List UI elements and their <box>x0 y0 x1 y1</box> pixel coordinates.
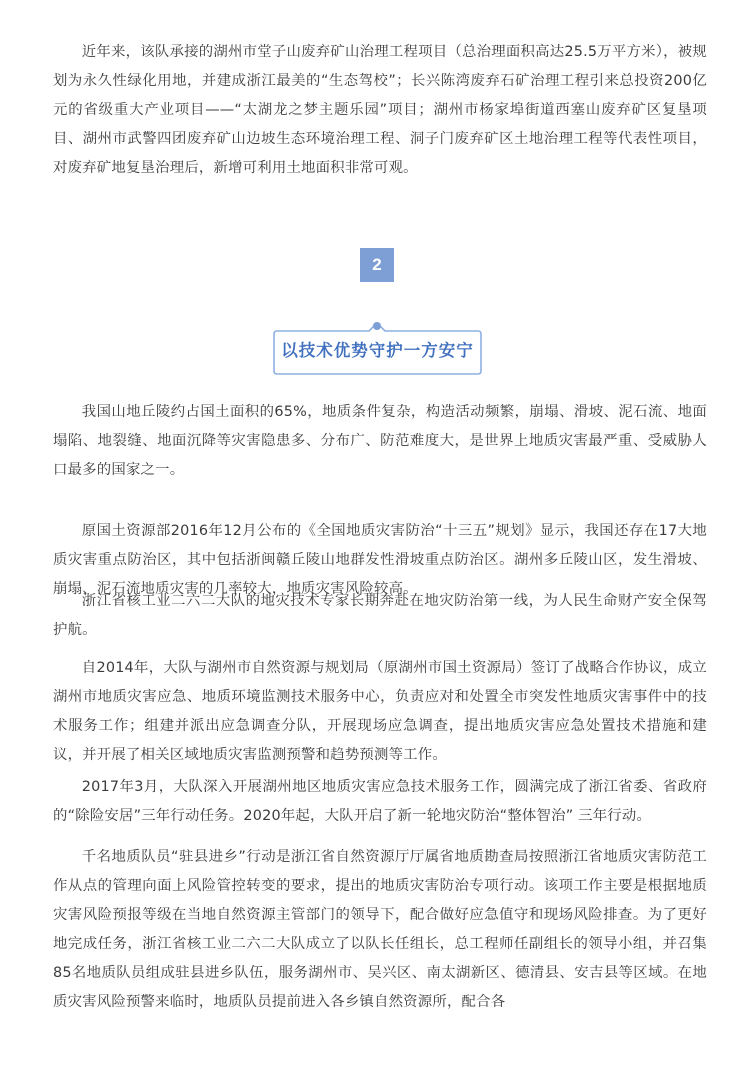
body-paragraph: 2017年3月，大队深入开展湖州地区地质灾害应急技术服务工作，圆满完成了浙江省委、省政府的“除险安居”三年行动任务。2020年起，大队开启了新一轮地灾防治“整体智治” 三年行动。 <box>53 779 707 824</box>
body-paragraph: 自2014年，大队与湖州市自然资源与规划局（原湖州市国土资源局）签订了战略合作协议，成立湖州市地质灾害应急、地质环境监测技术服务中心，负责应对和处置全市突发性地质灾害事件中的技术服务工作；组建并派出应急调查分队，开展现场应急调查，提出地质灾害应急处置技术措施和建议，并开展了相关区域地质灾害监测预警和趋势预测等工作。 <box>53 660 707 763</box>
body-paragraph: 原国土资源部2016年12月公布的《全国地质灾害防治“十三五”规划》显示，我国还存在17大地质灾害重点防治区，其中包括浙闽赣丘陵山地群发性滑坡重点防治区。湖州多丘陵山区，发生滑坡、崩塌、泥石流地质灾害的几率较大，地质灾害风险较高。 <box>53 523 707 597</box>
intro-paragraph: 近年来，该队承接的湖州市堂子山废弃矿山治理工程项目（总治理面积高达25.5万平方米），被规划为永久性绿化用地，并建成浙江最美的“生态驾校”；长兴陈湾废弃石矿治理工程引来总投资200亿元的省级重大产业项目——“太湖龙之梦主题乐园”项目；湖州市杨家埠街道西塞山废弃矿区复垦项目、湖州市武警四团废弃矿山边坡生态环境治理工程、洞子门废弃矿区土地治理工程等代表性项目，对废弃矿地复垦治理后，新增可利用土地面积非常可观。 <box>53 44 707 176</box>
body-paragraph: 我国山地丘陵约占国土面积的65%，地质条件复杂，构造活动频繁，崩塌、滑坡、泥石流、地面塌陷、地裂缝、地面沉降等灾害隐患多、分布广、防范难度大，是世界上地质灾害最严重、受威胁人口最多的国家之一。 <box>53 404 707 478</box>
section-title-frame <box>271 321 484 377</box>
body-paragraph: 千名地质队员“驻县进乡”行动是浙江省自然资源厅厅属省地质勘查局按照浙江省地质灾害防范工作从点的管理向面上风险管控转变的要求，提出的地质灾害防治专项行动。该项工作主要是根据地质灾害风险预报等级在当地自然资源主管部门的领导下，配合做好应急值守和现场风险排查。为了更好地完成任务，浙江省核工业二六二大队成立了以队长任组长，总工程师任副组长的领导小组，并召集85名地质队员组成驻县进乡队伍，服务湖州市、吴兴区、南太湖新区、德清县、安吉县等区域。在地质灾害风险预警来临时，地质队员提前进入各乡镇自然资源所，配合各 <box>53 849 707 1010</box>
body-paragraph: 浙江省核工业二六二大队的地灾技术专家长期奔赴在地灾防治第一线，为人民生命财产安全保驾护航。 <box>53 593 707 638</box>
section-title: 以技术优势守护一方安宁 <box>281 341 474 360</box>
section-number-badge: 2 <box>360 248 394 282</box>
